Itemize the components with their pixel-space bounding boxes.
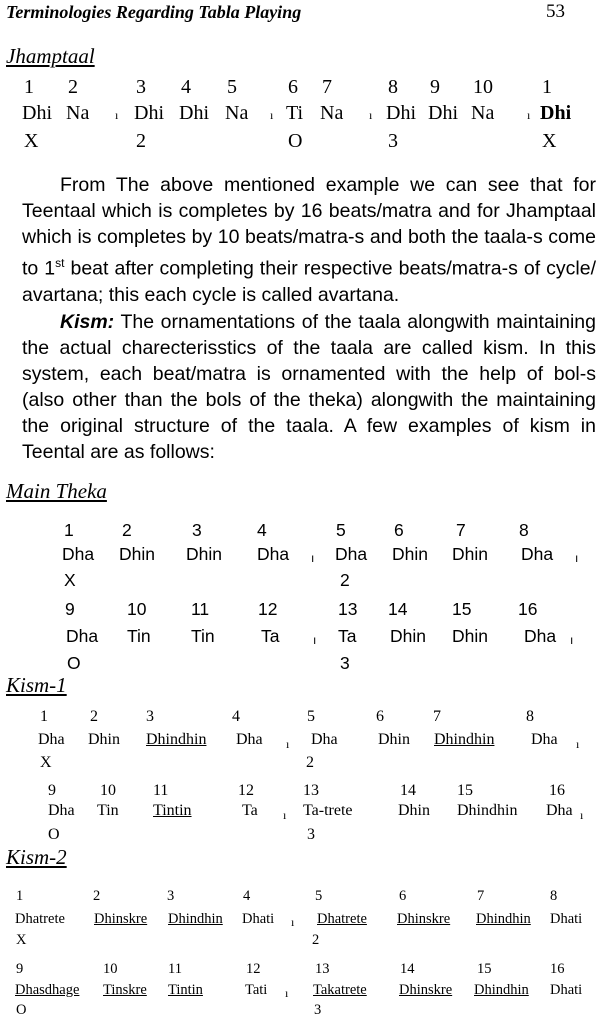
kism1-heading: Kism-1 (6, 673, 67, 697)
beat-number: 10 (103, 961, 118, 977)
vibhag-separator: ı (575, 551, 579, 565)
taal-marker: 2 (340, 570, 350, 590)
bol: Dhin (452, 626, 488, 646)
bol: Tin (191, 626, 215, 646)
bol: Ti (286, 102, 304, 124)
taal-marker: X (40, 754, 52, 771)
vibhag-separator: ı (580, 808, 584, 822)
taal-marker: O (48, 826, 60, 843)
vibhag-separator: ı (291, 915, 295, 929)
ordinal-suffix: st (55, 256, 65, 270)
beat-number: 7 (433, 708, 441, 725)
beat-number: 15 (457, 782, 473, 799)
beat-number: 5 (227, 76, 237, 98)
beat-number: 8 (519, 520, 529, 540)
paragraph-avartana (22, 172, 596, 308)
running-header: Terminologies Regarding Tabla Playing (6, 2, 302, 22)
beat-number: 4 (232, 708, 240, 725)
bol: Ta (242, 802, 258, 819)
beat-number: 5 (336, 520, 346, 540)
bol: Dhin (119, 544, 155, 564)
bol: Dhatrete (317, 911, 367, 927)
beat-number: 2 (68, 76, 78, 98)
bol: Dhinskre (94, 911, 148, 927)
kism-term: Kism: (60, 311, 115, 333)
jhamptaal-heading: Jhamptaal (6, 44, 95, 68)
bol: Tin (97, 802, 119, 819)
bol: Dhi (179, 102, 209, 124)
bol: Dhindhin (434, 731, 495, 748)
bol: Dha (38, 731, 65, 748)
beat-number: 3 (192, 520, 202, 540)
bol: Dhi (540, 102, 572, 124)
bol: Dhi (22, 102, 52, 124)
beat-number: 11 (191, 599, 210, 619)
bol: Na (320, 102, 344, 124)
bol: Tinskre (103, 982, 147, 998)
bol: Dhindhin (476, 911, 531, 927)
beat-number: 3 (146, 708, 154, 725)
bol: Dha (66, 626, 99, 646)
bol: Dhin (186, 544, 222, 564)
kism-definition: The ornamentations of the taala alongwith maintaining the actual charecterisstics of the taala are called kism. In this system, each beat/matra is ornamented with the help of bol-s (also other than the bols of the theka) alongwith the maintaining the original structure of the taala. A few examples of kism in Teental are as follows: (22, 311, 596, 463)
vibhag-separator: ı (311, 551, 315, 565)
vibhag-separator: ı (576, 737, 580, 751)
vibhag-separator: ı (270, 108, 274, 122)
bol: Dhindhin (146, 731, 207, 748)
taal-marker: 2 (136, 130, 146, 152)
bol: Dhin (392, 544, 428, 564)
bol: Ta (261, 626, 280, 646)
bol: Dhin (390, 626, 426, 646)
bol: Dha (546, 802, 573, 819)
taal-marker: O (67, 653, 81, 673)
bol: Na (225, 102, 249, 124)
beat-number: 16 (549, 782, 565, 799)
bol: Takatrete (313, 982, 367, 998)
beat-number: 3 (167, 888, 175, 904)
taal-marker: O (16, 1002, 27, 1018)
beat-number: 7 (322, 76, 332, 98)
bol: Na (66, 102, 90, 124)
beat-number: 1 (64, 520, 74, 540)
kism2-heading: Kism-2 (6, 845, 67, 869)
bol: Ta-trete (303, 802, 353, 819)
bol: Dhasdhage (15, 982, 80, 998)
beat-number: 7 (456, 520, 466, 540)
paragraph-kism (22, 309, 596, 465)
taal-marker: X (16, 932, 27, 948)
beat-number: 16 (518, 599, 538, 619)
bol: Dha (236, 731, 263, 748)
taal-marker: 3 (307, 826, 315, 843)
beat-number: 1 (40, 708, 48, 725)
taal-marker: 2 (306, 754, 314, 771)
bol: Dhati (550, 982, 583, 998)
paragraph-avartana-text-b: beat after completing their respective beats/matra-s of cycle/ avartana; this each cycle is called avartana. (22, 257, 596, 306)
beat-number: 6 (376, 708, 384, 725)
beat-number: 2 (122, 520, 132, 540)
beat-number: 11 (153, 782, 169, 799)
paragraph-avartana-text-a: From The above mentioned example we can see that for Teentaal which is completes by 16 beats/matra and for Jhamptaal which is completes by 10 beats/matra-s and both the taala-s come to 1 (22, 174, 596, 280)
taal-marker: X (64, 570, 76, 590)
beat-number: 8 (526, 708, 534, 725)
bol: Tintin (153, 802, 192, 819)
bol: Dhinskre (399, 982, 453, 998)
beat-number: 10 (473, 76, 493, 98)
beat-number: 9 (48, 782, 56, 799)
main-theka-heading: Main Theka (6, 479, 107, 503)
vibhag-separator: ı (285, 986, 289, 1000)
beat-number: 4 (257, 520, 267, 540)
vibhag-separator: ı (286, 737, 290, 751)
taal-marker: 3 (388, 130, 398, 152)
bol: Dha (257, 544, 290, 564)
beat-number: 6 (288, 76, 298, 98)
beat-number: 6 (394, 520, 404, 540)
bol: Dha (524, 626, 557, 646)
beat-number: 9 (65, 599, 75, 619)
bol: Ta (338, 626, 357, 646)
beat-number: 8 (550, 888, 558, 904)
beat-number: 5 (307, 708, 315, 725)
beat-number: 14 (388, 599, 408, 619)
beat-number: 14 (400, 961, 415, 977)
beat-number: 2 (93, 888, 101, 904)
beat-number: 2 (90, 708, 98, 725)
bol: Dhinskre (397, 911, 451, 927)
taal-marker: X (24, 130, 39, 152)
beat-number: 9 (16, 961, 24, 977)
beat-number: 13 (303, 782, 319, 799)
beat-number: 15 (452, 599, 472, 619)
bol: Dha (531, 731, 558, 748)
beat-number: 14 (400, 782, 416, 799)
bol: Dhindhin (457, 802, 518, 819)
taal-marker: 2 (312, 932, 320, 948)
vibhag-separator: ı (313, 633, 317, 647)
beat-number: 1 (542, 76, 552, 98)
vibhag-separator: ı (115, 108, 119, 122)
beat-number: 12 (238, 782, 254, 799)
bol: Dhin (398, 802, 430, 819)
taal-marker: 3 (314, 1002, 322, 1018)
beat-number: 10 (100, 782, 116, 799)
beat-number: 13 (315, 961, 330, 977)
vibhag-separator: ı (527, 108, 531, 122)
beat-number: 1 (16, 888, 24, 904)
vibhag-separator: ı (369, 108, 373, 122)
page-number: 53 (546, 1, 565, 22)
bol: Dhin (452, 544, 488, 564)
taal-marker: X (542, 130, 557, 152)
beat-number: 13 (338, 599, 358, 619)
beat-number: 8 (388, 76, 398, 98)
bol: Dhati (242, 911, 275, 927)
bol: Dhin (88, 731, 120, 748)
bol: Dhi (428, 102, 458, 124)
beat-number: 12 (246, 961, 261, 977)
bol: Na (471, 102, 495, 124)
beat-number: 11 (168, 961, 182, 977)
taal-marker: O (288, 130, 303, 152)
bol: Tati (245, 982, 268, 998)
beat-number: 4 (243, 888, 251, 904)
bol: Dha (48, 802, 75, 819)
vibhag-separator: ı (570, 633, 574, 647)
beat-number: 3 (136, 76, 146, 98)
bol: Dhindhin (168, 911, 223, 927)
beat-number: 7 (477, 888, 485, 904)
taal-marker: 3 (340, 653, 350, 673)
beat-number: 15 (477, 961, 492, 977)
bol: Tintin (168, 982, 203, 998)
beat-number: 4 (181, 76, 191, 98)
vibhag-separator: ı (283, 808, 287, 822)
beat-number: 16 (550, 961, 565, 977)
bol: Dha (335, 544, 368, 564)
beat-number: 5 (315, 888, 323, 904)
bol: Dhindhin (474, 982, 529, 998)
bol: Dhatrete (15, 911, 65, 927)
beat-number: 1 (24, 76, 34, 98)
beat-number: 12 (258, 599, 278, 619)
bol: Dha (62, 544, 95, 564)
beat-number: 9 (430, 76, 440, 98)
bol: Dha (311, 731, 338, 748)
bol: Dhi (386, 102, 416, 124)
bol: Dhi (134, 102, 164, 124)
beat-number: 6 (399, 888, 407, 904)
bol: Tin (127, 626, 151, 646)
bol: Dha (521, 544, 554, 564)
bol: Dhin (378, 731, 410, 748)
beat-number: 10 (127, 599, 147, 619)
bol: Dhati (550, 911, 583, 927)
